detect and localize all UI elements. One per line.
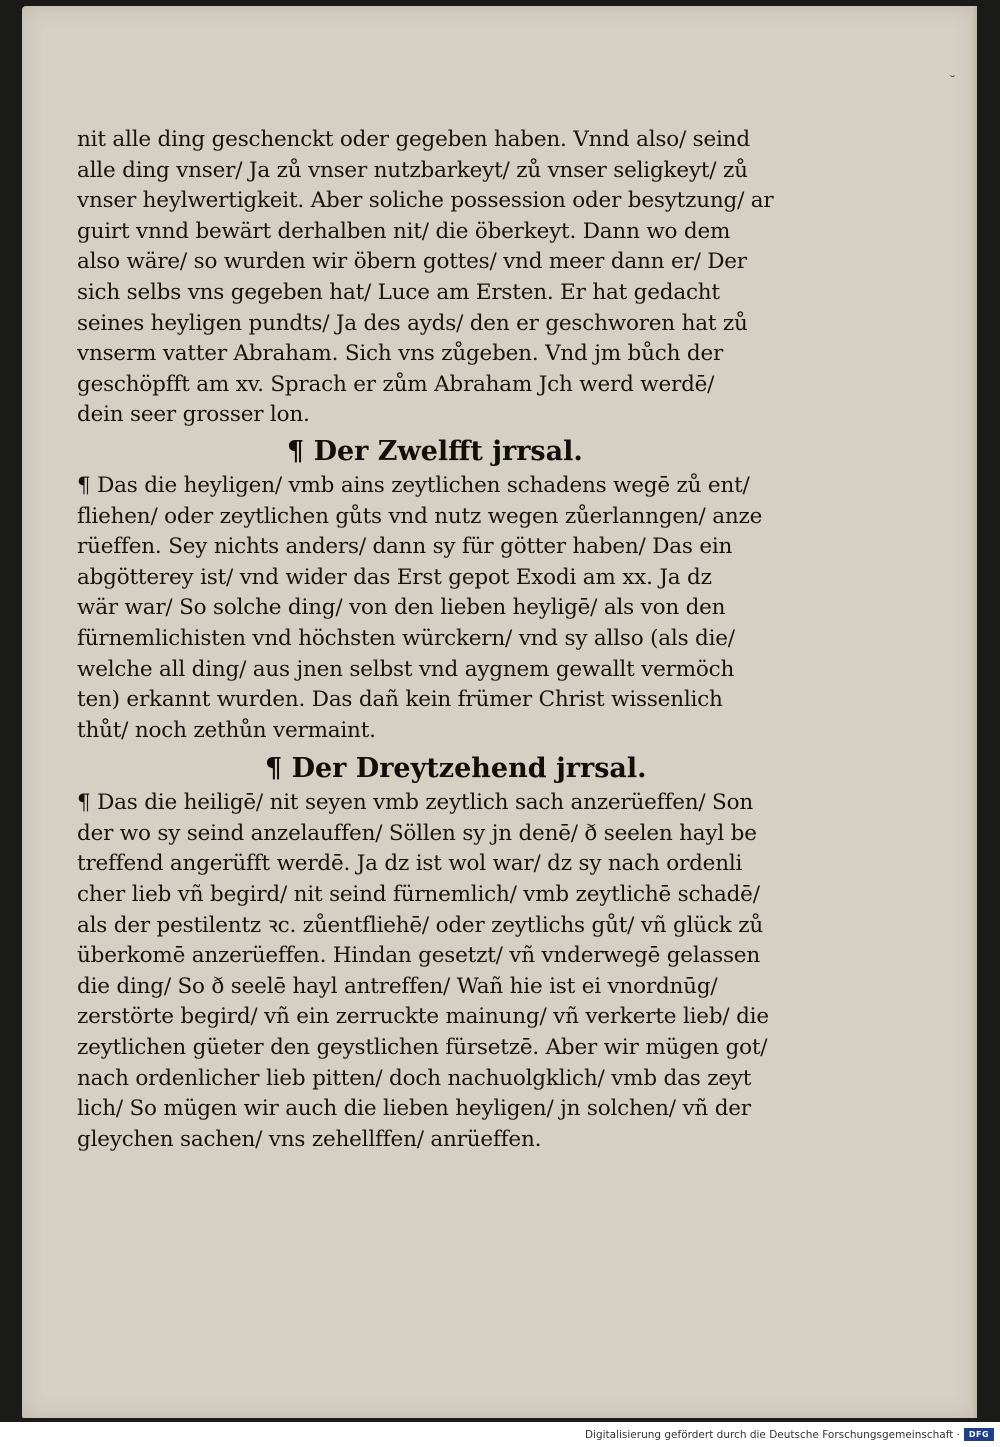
text-line: welche all ding/ aus jnen selbst vnd aygnem gewallt vermöch: [77, 656, 735, 682]
text-line: vnser heylwertigkeit. Aber soliche possession oder besytzung/ ar: [77, 188, 774, 214]
text-line: überkomē anzerüeffen. Hindan gesetzt/ vñ vnderwegē gelassen: [77, 943, 760, 969]
text-line: fürnemlichisten vnd höchsten würckern/ vnd sy allso (als die/: [77, 625, 735, 651]
text-line: abgötterey ist/ vnd wider das Erst gepot Exodi am xx. Ja dz: [77, 564, 712, 590]
footer-bar: [0, 1422, 1000, 1447]
text-line: guirt vnnd bewärt derhalben nit/ die öberkeyt. Dann wo dem: [77, 218, 731, 244]
paragraph-3: [77, 788, 817, 1155]
text-line: ¶ Das die heyligen/ vmb ains zeytlichen schadens wegē zů ent/: [77, 472, 750, 498]
paragraph-1: [77, 125, 817, 431]
text-line: gleychen sachen/ vns zehellffen/ anrüeffen.: [77, 1126, 542, 1152]
text-line: also wäre/ so wurden wir öbern gottes/ vnd meer dann er/ Der: [77, 249, 747, 275]
section-heading-dreytzehend: ¶ Der Dreytzehend jrrsal.: [265, 753, 647, 785]
text-line: als der pestilentz ꝛc. zůentfliehē/ oder zeytlichs gůt/ vñ glück zů: [77, 912, 764, 938]
text-line: nit alle ding geschenckt oder gegeben haben. Vnnd also/ seind: [77, 127, 750, 152]
text-line: wär war/ So solche ding/ von den lieben heyligē/ als von den: [77, 595, 726, 621]
text-line: ¶ Das die heiligē/ nit seyen vmb zeytlich sach anzerüeffen/ Son: [77, 790, 753, 816]
text-line: dein seer grosser lon.: [77, 402, 310, 428]
text-line: vnserm vatter Abraham. Sich vns zůgeben. Vnd jm bůch der: [77, 341, 724, 367]
text-line: geschöpfft am xv. Sprach er zům Abraham Jch werd werdē/: [77, 371, 715, 397]
text-line: treffend angerüfft werdē. Ja dz ist wol war/ dz sy nach ordenli: [77, 851, 743, 877]
text-line: thůt/ noch zethůn vermaint.: [77, 717, 376, 743]
text-line: cher lieb vñ begird/ nit seind fürnemlich/ vmb zeytlichē schadē/: [77, 882, 760, 908]
text-line: seines heyligen pundts/ Ja des ayds/ den er geschworen hat zů: [77, 310, 748, 336]
text-line: die ding/ So ð seelē hayl antreffen/ Wañ hie ist ei vnordnūg/: [77, 973, 718, 999]
text-line: alle ding vnser/ Ja zů vnser nutzbarkeyt/ zů vnser seligkeyt/ zů: [77, 157, 748, 183]
page-edge: [971, 6, 977, 1418]
text-line: zeytlichen güeter den geystlichen fürsetzē. Aber wir mügen got/: [77, 1035, 768, 1061]
text-line: der wo sy seind anzelauffen/ Söllen sy jn denē/ ð seelen hayl be: [77, 820, 757, 846]
text-line: rüeffen. Sey nichts anders/ dann sy für götter haben/ Das ein: [77, 534, 733, 560]
funding-credit: Digitalisierung gefördert durch die Deutsche Forschungsgemeinschaft ·: [584, 1429, 960, 1441]
paragraph-2: [77, 471, 817, 746]
text-line: ten) erkannt wurden. Das dañ kein frümer Christ wissenlich: [77, 687, 723, 713]
text-line: fliehen/ oder zeytlichen gůts vnd nutz wegen zůerlanngen/ anze: [77, 503, 763, 529]
page-mark: ˘: [949, 74, 956, 90]
book-page: [22, 6, 977, 1418]
section-heading-zwelfft: ¶ Der Zwelfft jrrsal.: [287, 435, 583, 467]
dfg-logo[interactable]: DFG: [964, 1428, 994, 1441]
text-line: nach ordenlicher lieb pitten/ doch nachuolgklich/ vmb das zeyt: [77, 1065, 752, 1091]
text-block: [77, 125, 817, 1155]
text-line: lich/ So mügen wir auch die lieben heyligen/ jn solchen/ vñ der: [77, 1096, 751, 1122]
text-line: zerstörte begird/ vñ ein zerruckte mainung/ vñ verkerte lieb/ die: [77, 1004, 769, 1030]
text-line: sich selbs vns gegeben hat/ Luce am Ersten. Er hat gedacht: [77, 279, 720, 305]
